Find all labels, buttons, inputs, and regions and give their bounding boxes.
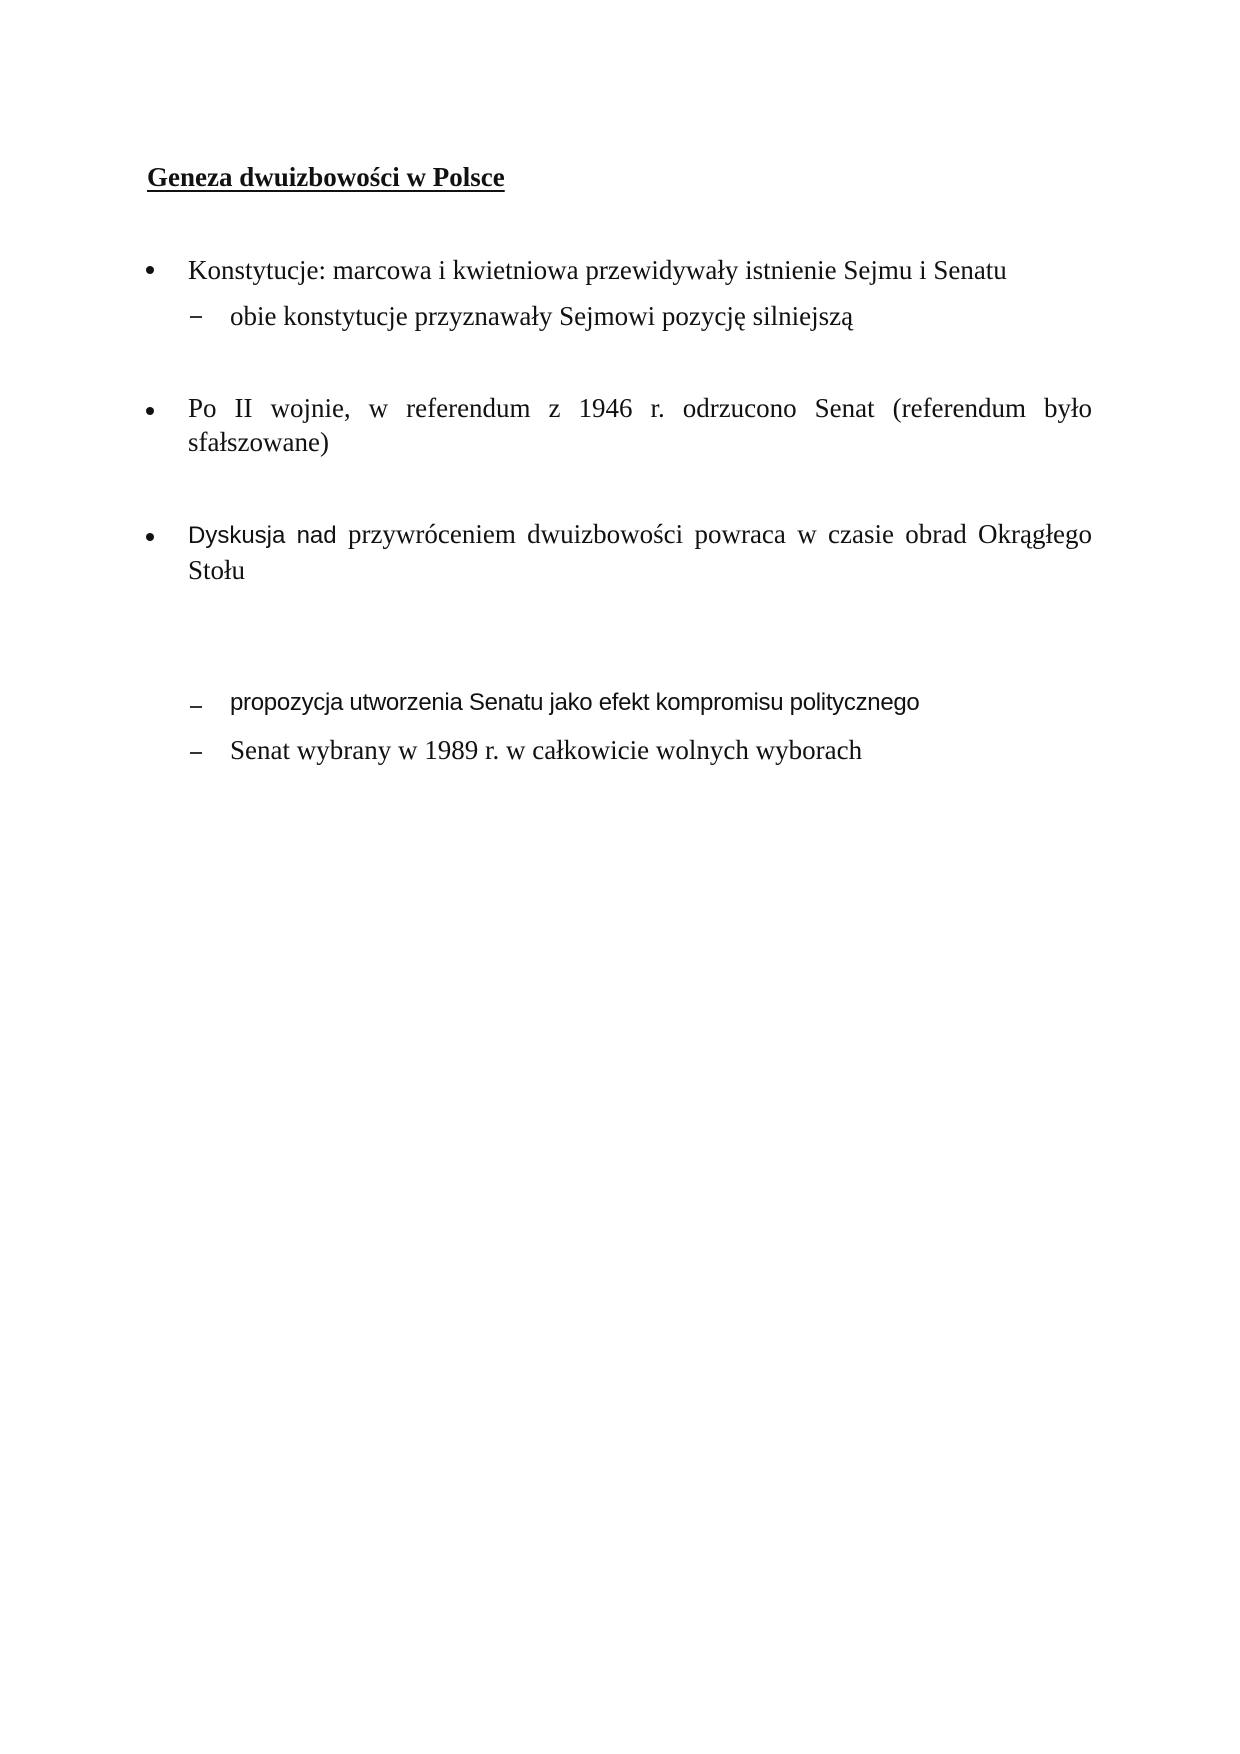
- sub-item-text: propozycja utworzenia Senatu jako efekt kompromisu politycznego: [230, 689, 920, 716]
- page-title: Geneza dwuizbowości w Polsce: [147, 162, 505, 192]
- bullet-icon: [146, 407, 154, 415]
- sub-item-text: obie konstytucje przyznawały Sejmowi pozycję silniejszą: [230, 301, 854, 331]
- list-item-text: Po II wojnie, w referendum z 1946 r. odrzucono Senat (referendum było sfałszowane): [188, 393, 1092, 457]
- dash-icon: [190, 706, 202, 708]
- list-item-lead: Dyskusja nad: [188, 522, 337, 549]
- list-item-paragraph: [188, 517, 1092, 587]
- list-item-text: Konstytucje: marcowa i kwietniowa przewidywały istnienie Sejmu i Senatu: [188, 255, 1007, 285]
- sub-item-text: Senat wybrany w 1989 r. w całkowicie wolnych wyborach: [230, 735, 863, 765]
- dash-icon: [190, 316, 202, 318]
- bullet-icon: [146, 533, 154, 541]
- list-item-text: przywróceniem dwuizbowości powraca w czasie obrad Okrągłego Stołu: [188, 519, 1092, 585]
- bullet-icon: [146, 266, 154, 274]
- dash-icon: [190, 752, 202, 754]
